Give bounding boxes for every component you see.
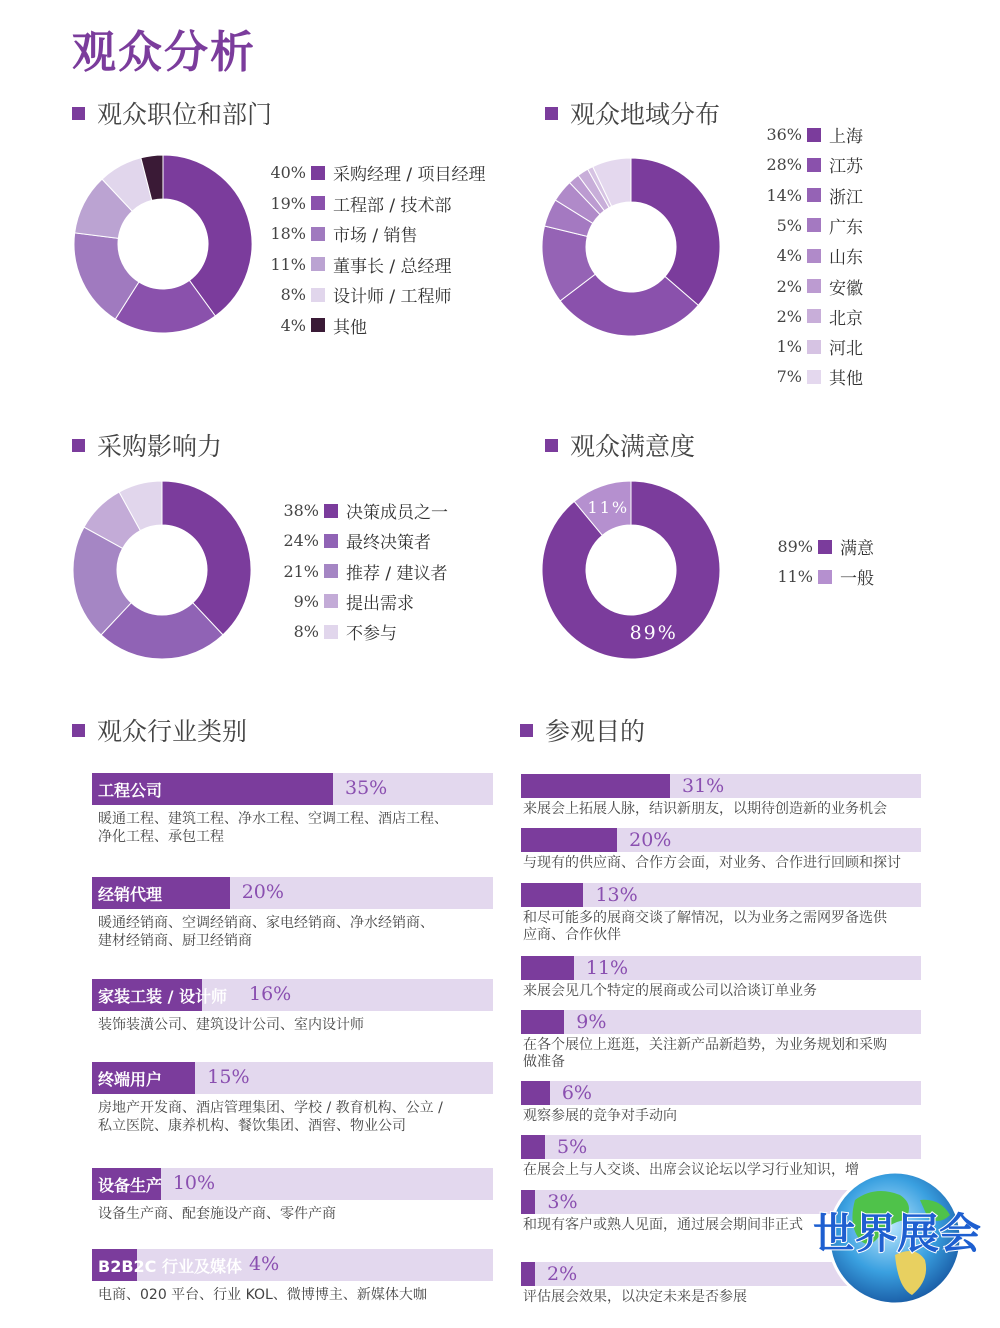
legend-percent: 9%	[293, 591, 319, 611]
legend-swatch	[807, 158, 821, 172]
satisfaction-slice-label: 11%	[587, 497, 630, 517]
industry-name: 工程公司	[98, 781, 163, 800]
position-legend-item	[266, 282, 452, 307]
legend-label: 提出需求	[346, 593, 414, 614]
industry-percent: 20%	[241, 881, 284, 903]
legend-percent: 11%	[270, 254, 306, 274]
purpose-percent: 5%	[557, 1136, 588, 1158]
purpose-description: 和尽可能多的展商交谈了解情况，以为业务之需网罗备选供 应商、合作伙伴	[523, 910, 887, 943]
region-slice	[631, 158, 720, 305]
legend-percent: 2%	[776, 276, 802, 296]
legend-percent: 4%	[776, 246, 802, 266]
region-legend-item	[762, 213, 863, 238]
legend-percent: 21%	[283, 561, 319, 581]
purpose-bar-fill	[521, 1190, 535, 1214]
section-title-text: 观众行业类别	[97, 717, 248, 746]
purpose-bar-track	[521, 1010, 921, 1034]
legend-swatch	[311, 257, 325, 271]
region-legend-item	[762, 334, 863, 359]
satisfaction-donut-chart	[541, 480, 721, 660]
section-title-influence	[72, 427, 222, 463]
legend-swatch	[807, 128, 821, 142]
industry-description: 房地产开发商、酒店管理集团、学校 / 教育机构、公立 / 私立医院、康养机构、餐饮集团、酒窖、物业公司	[98, 1100, 443, 1134]
purpose-bar-track	[521, 828, 921, 852]
industry-percent: 15%	[207, 1066, 250, 1088]
purpose-description: 在各个展位上逛逛，关注新产品新趋势，为业务规划和采购 做准备	[523, 1037, 887, 1070]
influence-donut-chart	[72, 480, 252, 660]
legend-label: 满意	[840, 539, 874, 559]
purpose-item	[521, 1081, 921, 1125]
industry-name: 家装工装 / 设计师	[98, 987, 227, 1006]
industry-bar-track	[92, 1168, 493, 1200]
section-marker	[545, 107, 558, 120]
purpose-bar-fill	[521, 883, 583, 907]
purpose-percent: 3%	[547, 1191, 578, 1213]
purpose-bar-track	[521, 956, 921, 980]
region-legend-item	[762, 152, 863, 177]
purpose-percent: 31%	[682, 775, 725, 797]
legend-percent: 38%	[283, 501, 319, 520]
influence-slice	[162, 481, 251, 635]
satisfaction-legend-item	[773, 564, 874, 589]
purpose-description: 与现有的供应商、合作方会面，对业务、合作进行回顾和探讨	[523, 855, 901, 871]
world-expo-logo	[800, 1160, 995, 1310]
region-legend-item	[762, 122, 863, 147]
purpose-bar-fill	[521, 956, 574, 980]
purpose-percent: 2%	[547, 1263, 578, 1285]
section-title-text: 参观目的	[545, 717, 646, 746]
legend-swatch	[324, 564, 338, 578]
legend-swatch	[324, 504, 338, 518]
region-legend-item	[762, 304, 863, 329]
purpose-description: 评估展会效果，以决定未来是否参展	[523, 1289, 747, 1305]
legend-percent: 28%	[766, 155, 802, 175]
purpose-description: 来展会见几个特定的展商或公司以洽谈订单业务	[523, 983, 817, 999]
purpose-description: 和现有客户或熟人见面，通过展会期间非正式	[523, 1217, 803, 1233]
industry-percent: 16%	[249, 983, 292, 1005]
industry-description: 装饰装潢公司、建筑设计公司、室内设计师	[98, 1017, 364, 1033]
legend-percent: 2%	[776, 306, 802, 326]
industry-item	[92, 979, 493, 1034]
purpose-bar-fill	[521, 828, 617, 852]
region-legend-item	[762, 243, 863, 268]
legend-percent: 7%	[776, 367, 802, 387]
legend-swatch	[311, 318, 325, 332]
industry-item	[92, 773, 493, 846]
purpose-bar-fill	[521, 774, 670, 798]
purpose-item	[521, 956, 921, 1000]
position-legend-item	[266, 160, 486, 185]
position-legend-item	[266, 252, 452, 277]
legend-label: 一般	[840, 569, 874, 590]
influence-legend-item	[279, 589, 414, 614]
legend-percent: 18%	[270, 224, 306, 243]
section-title-region	[545, 95, 720, 131]
purpose-bar-fill	[521, 1081, 550, 1105]
industry-percent: 10%	[172, 1172, 216, 1194]
purpose-percent: 20%	[629, 829, 672, 851]
purpose-percent: 11%	[585, 957, 629, 979]
region-legend-item	[762, 364, 863, 389]
legend-swatch	[807, 279, 821, 293]
industry-bar-track	[92, 1062, 493, 1094]
industry-description: 设备生产商、配套施设产商、零件产商	[98, 1206, 336, 1222]
legend-swatch	[324, 534, 338, 548]
legend-label: 江苏	[829, 157, 863, 178]
industry-bar-track	[92, 979, 493, 1011]
legend-swatch	[311, 196, 325, 210]
influence-legend-item	[279, 559, 448, 584]
legend-percent: 8%	[293, 622, 319, 642]
purpose-bar-fill	[521, 1010, 564, 1034]
legend-percent: 11%	[777, 567, 813, 587]
purpose-description: 观察参展的竞争对手动向	[523, 1108, 677, 1124]
section-title-text: 采购影响力	[97, 432, 223, 461]
industry-name: B2B2C 行业及媒体	[98, 1257, 242, 1276]
industry-percent: 35%	[345, 777, 388, 799]
influence-legend-item	[279, 528, 431, 553]
industry-name: 终端用户	[98, 1070, 163, 1089]
legend-label: 不参与	[346, 624, 397, 645]
legend-swatch	[807, 218, 821, 232]
legend-label: 浙江	[829, 187, 863, 208]
section-title-text: 观众满意度	[570, 432, 696, 461]
industry-name: 经销代理	[98, 885, 163, 904]
legend-swatch	[311, 227, 325, 241]
position-legend-item	[266, 221, 418, 246]
section-title-text: 观众地域分布	[570, 100, 721, 129]
legend-swatch	[818, 540, 832, 554]
satisfaction-slice-label: 89%	[629, 622, 678, 645]
legend-label: 董事长 / 总经理	[333, 256, 452, 277]
section-marker	[520, 724, 533, 737]
legend-label: 上海	[829, 127, 863, 147]
legend-label: 最终决策者	[346, 533, 431, 554]
legend-percent: 4%	[280, 315, 306, 335]
legend-percent: 24%	[283, 531, 319, 551]
section-title-purpose	[520, 712, 645, 748]
industry-bar-track	[92, 773, 493, 805]
industry-description: 电商、020 平台、行业 KOL、微博博主、新媒体大咖	[98, 1287, 427, 1303]
legend-swatch	[311, 288, 325, 302]
legend-percent: 1%	[776, 337, 802, 357]
legend-swatch	[807, 340, 821, 354]
region-legend-item	[762, 274, 863, 299]
legend-percent: 36%	[766, 125, 802, 144]
purpose-percent: 13%	[595, 884, 638, 906]
purpose-bar-track	[521, 774, 921, 798]
industry-bar-track	[92, 877, 493, 909]
industry-name: 设备生产	[98, 1176, 163, 1195]
purpose-item	[521, 1010, 921, 1071]
purpose-bar-fill	[521, 1135, 545, 1159]
legend-label: 北京	[829, 308, 863, 329]
legend-swatch	[311, 166, 325, 180]
page-title: 观众分析	[72, 27, 256, 78]
legend-label: 广东	[829, 217, 863, 238]
legend-swatch	[818, 570, 832, 584]
legend-percent: 8%	[280, 285, 306, 304]
purpose-bar-track	[521, 1081, 921, 1105]
purpose-bar-fill	[521, 1262, 535, 1286]
legend-label: 设计师 / 工程师	[333, 287, 452, 307]
legend-percent: 5%	[776, 215, 802, 235]
svg-text:世界展会: 世界展会	[812, 1209, 982, 1258]
legend-swatch	[807, 188, 821, 202]
region-legend-item	[762, 183, 863, 208]
purpose-percent: 9%	[576, 1011, 607, 1033]
purpose-percent: 6%	[561, 1082, 592, 1104]
section-title-satisfaction	[545, 427, 695, 463]
legend-label: 其他	[333, 317, 367, 338]
legend-percent: 19%	[270, 193, 306, 213]
legend-percent: 40%	[270, 163, 306, 182]
satisfaction-legend-item	[773, 534, 874, 559]
industry-item	[92, 1249, 493, 1304]
purpose-bar-track	[521, 1135, 921, 1159]
section-marker	[72, 724, 85, 737]
industry-description: 暖通经销商、空调经销商、家电经销商、净水经销商、 建材经销商、厨卫经销商	[98, 915, 434, 949]
purpose-description: 来展会上拓展人脉，结识新朋友，以期待创造新的业务机会	[523, 801, 887, 817]
industry-bar-track	[92, 1249, 493, 1281]
section-title-position	[72, 95, 272, 131]
purpose-item	[521, 828, 921, 872]
legend-label: 河北	[829, 339, 863, 360]
industry-item	[92, 1168, 493, 1223]
legend-label: 推荐 / 建议者	[346, 563, 448, 584]
purpose-item	[521, 774, 921, 818]
legend-swatch	[324, 625, 338, 639]
section-marker	[72, 107, 85, 120]
position-legend-item	[266, 191, 452, 216]
legend-swatch	[807, 370, 821, 384]
influence-legend-item	[279, 619, 397, 644]
purpose-item	[521, 883, 921, 944]
industry-item	[92, 877, 493, 950]
section-title-industry	[72, 712, 247, 748]
legend-swatch	[807, 309, 821, 323]
section-marker	[72, 439, 85, 452]
legend-swatch	[807, 249, 821, 263]
legend-label: 采购经理 / 项目经理	[333, 165, 486, 185]
industry-item	[92, 1062, 493, 1135]
legend-percent: 89%	[777, 537, 813, 556]
influence-legend-item	[279, 498, 448, 523]
industry-description: 暖通工程、建筑工程、净水工程、空调工程、酒店工程、 净化工程、承包工程	[98, 811, 448, 845]
position-legend-item	[266, 313, 367, 338]
legend-label: 其他	[829, 369, 863, 390]
industry-percent: 4%	[249, 1253, 280, 1275]
legend-label: 工程部 / 技术部	[333, 195, 452, 216]
legend-label: 山东	[829, 248, 863, 269]
section-title-text: 观众职位和部门	[97, 100, 273, 129]
region-donut-chart	[541, 157, 721, 337]
position-donut-chart	[73, 154, 253, 334]
purpose-bar-track	[521, 883, 921, 907]
legend-percent: 14%	[766, 185, 802, 205]
section-marker	[545, 439, 558, 452]
purpose-description: 在展会上与人交谈、出席会议论坛以学习行业知识，增	[523, 1162, 859, 1178]
legend-label: 市场 / 销售	[333, 226, 418, 246]
legend-swatch	[324, 594, 338, 608]
legend-label: 决策成员之一	[346, 503, 448, 523]
legend-label: 安徽	[829, 278, 863, 299]
